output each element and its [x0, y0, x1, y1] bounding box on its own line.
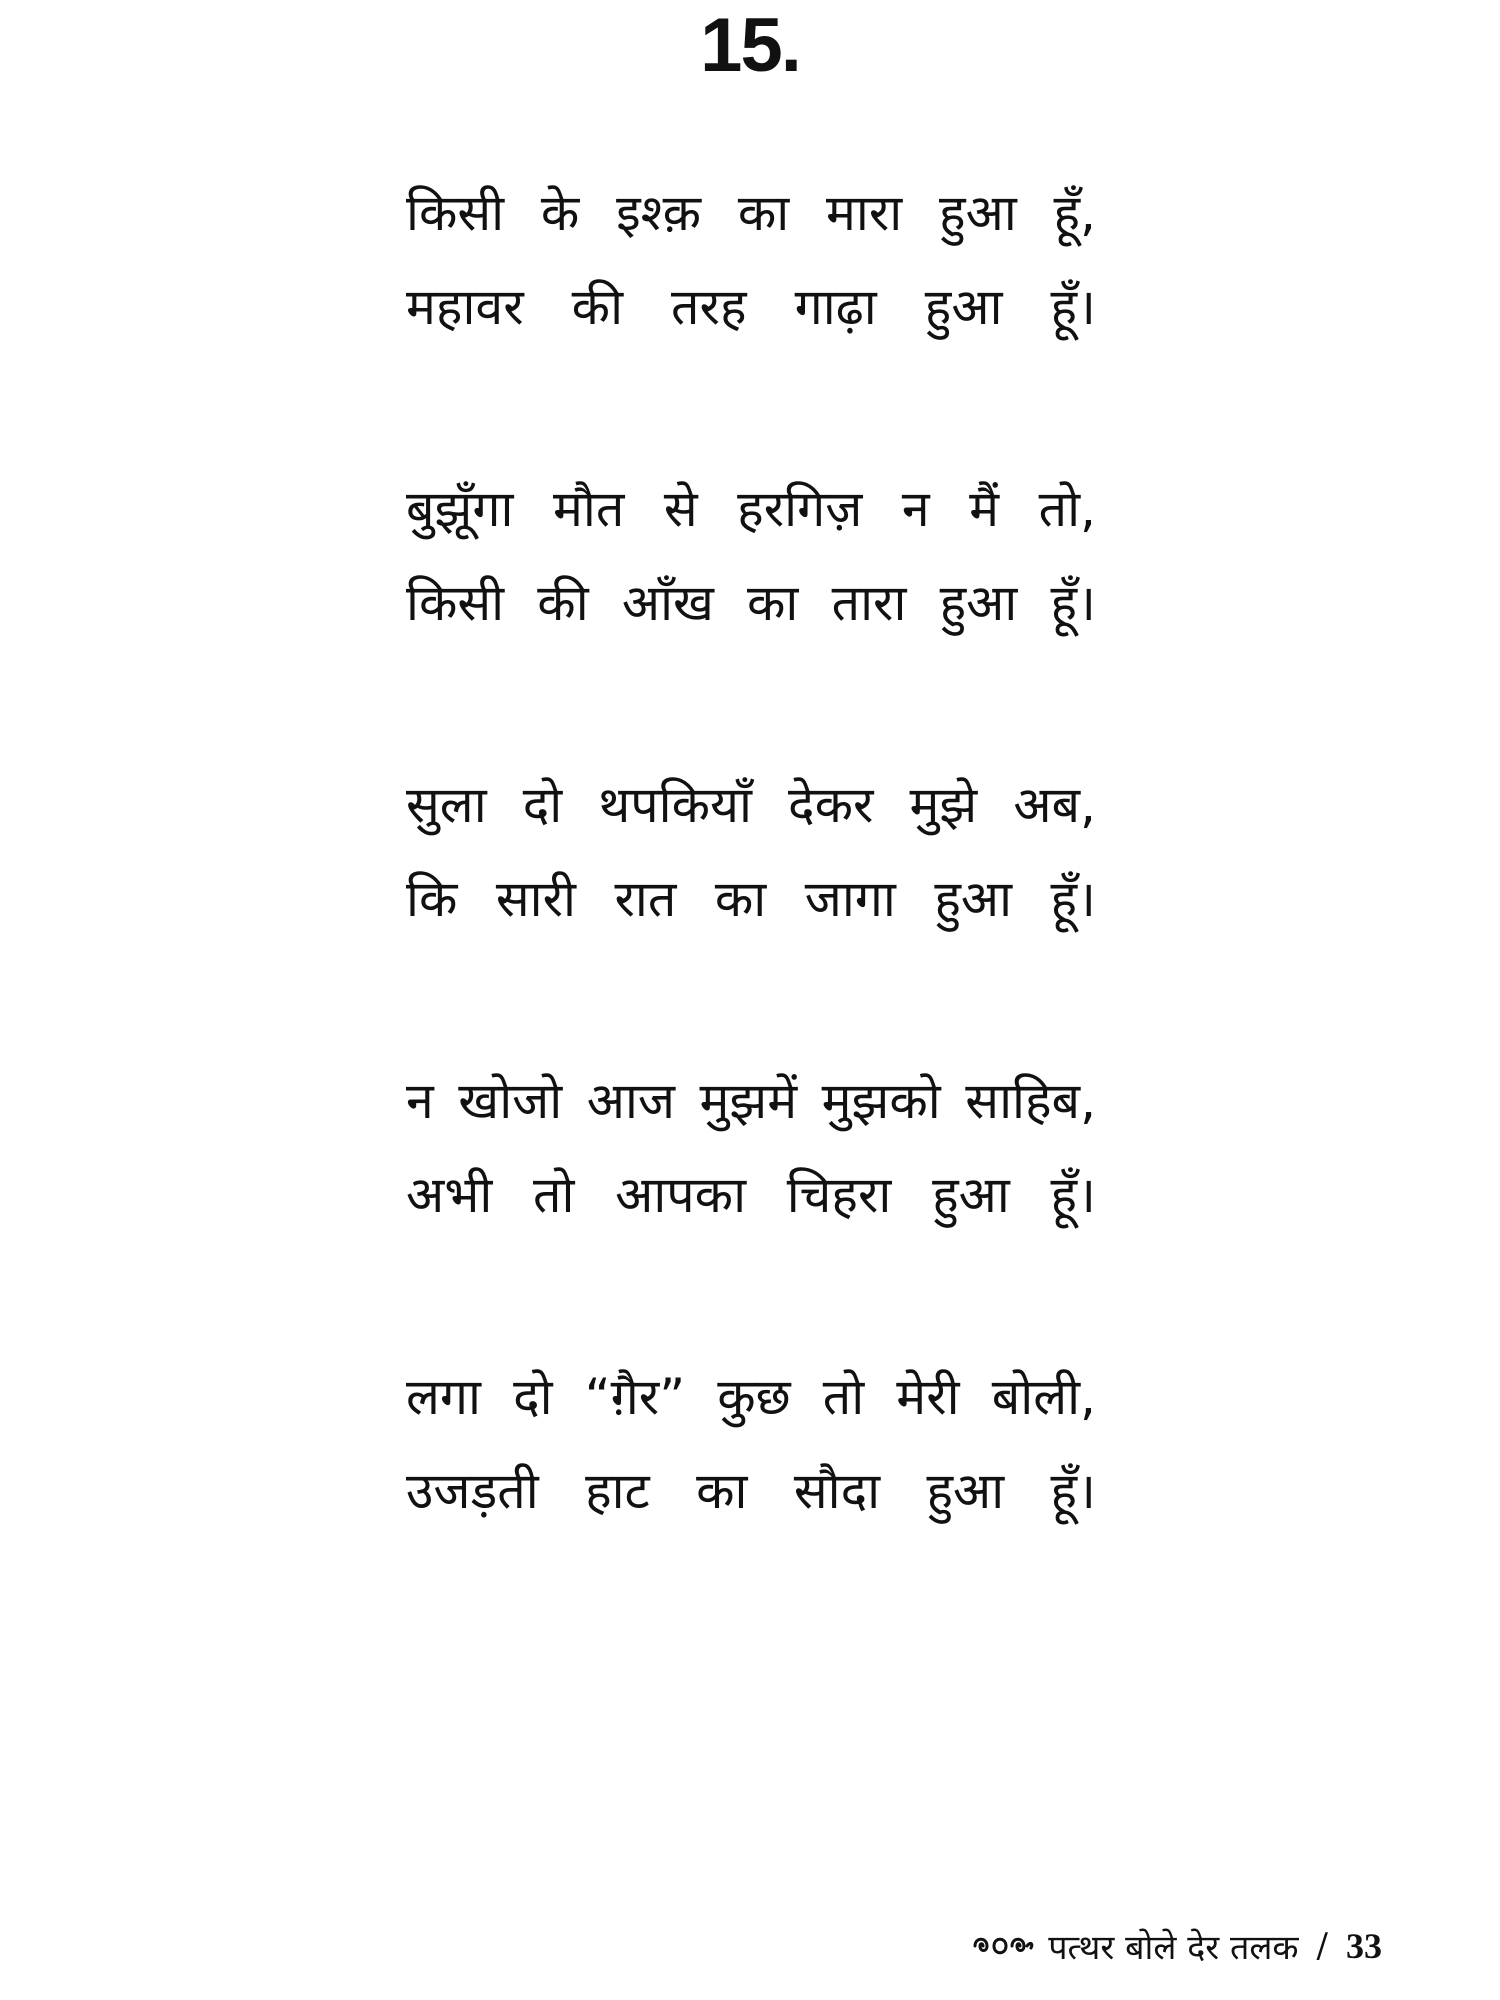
poem-word: हूँ। — [1050, 1462, 1096, 1520]
poem-line — [406, 1054, 1096, 1148]
poem-word: कि — [406, 870, 458, 928]
book-title: पत्थर बोले देर तलक — [1048, 1928, 1299, 1968]
poem-line — [406, 852, 1096, 946]
poem-word: की — [537, 574, 589, 632]
poem-word: साहिब, — [965, 1072, 1096, 1130]
scroll-ornament-icon — [970, 1931, 1036, 1961]
poem-word: हूँ। — [1050, 574, 1096, 632]
poem-word: मारा — [826, 184, 903, 242]
poem-line — [406, 1350, 1096, 1444]
poem-word: हूँ, — [1053, 184, 1096, 242]
poem-word: हुआ — [926, 1462, 1005, 1520]
poem-word: मौत — [552, 480, 625, 538]
poem-word: हुआ — [932, 1166, 1010, 1224]
poem-word: “ग़ैर” — [584, 1368, 686, 1426]
poem-stanza — [406, 462, 1096, 650]
poem-word: लगा — [406, 1368, 481, 1426]
poem-word: का — [737, 184, 790, 242]
poem-word: तो — [822, 1368, 865, 1426]
poem-word: की — [571, 278, 624, 336]
poem-stanza — [406, 166, 1096, 354]
poem-word: न — [901, 480, 930, 538]
poem-word: हाट — [585, 1462, 650, 1520]
poem-word: तो — [533, 1166, 575, 1224]
poem-word: इश्क़ — [616, 184, 702, 242]
poem-line — [406, 758, 1096, 852]
poem-word: दो — [522, 776, 563, 834]
poem-word: आँख — [621, 574, 714, 632]
poem-word: दो — [513, 1368, 553, 1426]
poem-word: अब, — [1013, 776, 1096, 834]
poem-word: महावर — [406, 278, 524, 336]
poem-word: हुआ — [924, 278, 1003, 336]
poem-word: गाढ़ा — [794, 278, 877, 336]
poem-word: सुला — [406, 776, 487, 834]
poem-word: आज — [586, 1072, 675, 1130]
footer-separator: / — [1316, 1926, 1328, 1966]
poem-word: बुझूँगा — [406, 480, 514, 538]
poem-word: का — [747, 574, 799, 632]
poem-body — [406, 166, 1096, 1538]
poem-stanza — [406, 1350, 1096, 1538]
poem-line — [406, 260, 1096, 354]
poem-word: देकर — [788, 776, 874, 834]
poem-word: चिहरा — [786, 1166, 892, 1224]
poem-word: कुछ — [717, 1368, 791, 1426]
poem-word: सारी — [495, 870, 576, 928]
poem-word: बोली, — [991, 1368, 1096, 1426]
poem-word: हुआ — [934, 870, 1013, 928]
poem-word: तारा — [831, 574, 907, 632]
poem-number: 15. — [700, 3, 800, 88]
poem-word: हूँ। — [1050, 1166, 1096, 1224]
poem-word: न — [406, 1072, 434, 1130]
poem-word: मुझको — [821, 1072, 941, 1130]
poem-word: का — [696, 1462, 748, 1520]
page-footer — [970, 1914, 1382, 1978]
poem-word: रात — [614, 870, 677, 928]
poem-word: किसी — [406, 184, 505, 242]
poem-word: के — [540, 184, 580, 242]
poem-word: खोजो — [458, 1072, 563, 1130]
poem-word: अभी — [406, 1166, 493, 1224]
poem-line — [406, 1148, 1096, 1242]
poem-word: मैं — [969, 480, 1000, 538]
poem-word: हूँ। — [1050, 870, 1096, 928]
poem-word: से — [663, 480, 698, 538]
poem-word: हुआ — [939, 184, 1017, 242]
poem-word: का — [714, 870, 767, 928]
poem-word: हुआ — [939, 574, 1018, 632]
page-number: 33 — [1346, 1926, 1382, 1966]
poem-stanza — [406, 758, 1096, 946]
poem-word: मुझमें — [699, 1072, 798, 1130]
poem-word: तरह — [671, 278, 747, 336]
poem-word: तो, — [1038, 480, 1096, 538]
poem-word: मुझे — [909, 776, 978, 834]
poem-stanza — [406, 1054, 1096, 1242]
poem-word: थपकियाँ — [598, 776, 752, 834]
poem-word: आपका — [615, 1166, 747, 1224]
poem-line — [406, 556, 1096, 650]
poem-word: उजड़ती — [406, 1462, 539, 1520]
poem-line — [406, 462, 1096, 556]
poem-line — [406, 1444, 1096, 1538]
poem-word: सौदा — [793, 1462, 881, 1520]
poem-word: जागा — [804, 870, 896, 928]
poem-word: हूँ। — [1050, 278, 1096, 336]
poem-word: मेरी — [896, 1368, 960, 1426]
poem-word: किसी — [406, 574, 505, 632]
poem-word: हरगिज़ — [737, 480, 863, 538]
poem-line — [406, 166, 1096, 260]
